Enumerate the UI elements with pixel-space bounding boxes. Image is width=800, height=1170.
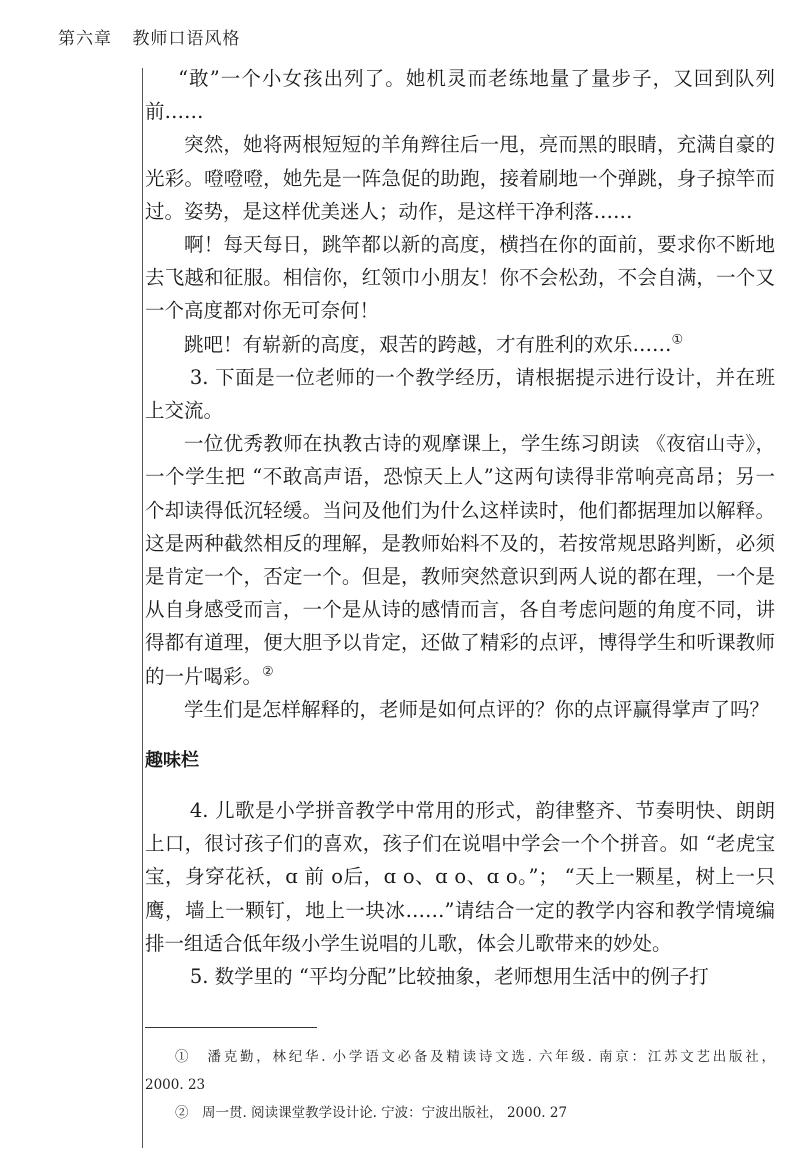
section-heading: 趣味栏 [145,750,199,772]
paragraph-4-text: 跳吧！有崭新的高度，艰苦的跨越，才有胜利的欢乐…… [184,332,672,356]
paragraph-2: 突然，她将两根短短的羊角辫往后一甩，亮而黑的眼睛，充满自豪的光彩。噔噔噔，她先是一阵急促的助跑，接着刷地一个弹跳，身子掠竿而过。姿势，是这样优美迷人；动作，是这样干净利落…… [145,133,775,223]
chapter-number: 第六章 [58,29,112,49]
paragraph-4 [145,328,775,361]
exercise-3-prompt: 3. 下面是一位老师的一个教学经历，请根据提示进行设计，并在班上交流。 [145,365,775,423]
left-margin-rule [142,68,143,1148]
footnote-1-line-2: 2000. 23 [145,1077,206,1093]
footnote-1-line-1: ① 潘克勤，林纪华. 小学语文必备及精读诗文选. 六年级. 南京：江苏文艺出版社， [175,1049,775,1065]
footnote-ref-2[interactable]: ② [262,664,274,680]
exercise-4-prompt: 4. 儿歌是小学拼音教学中常用的形式，韵律整齐、节奏明快、朗朗上口，很讨孩子们的喜欢，孩子们在说唱中学会一个个拼音。如 “老虎宝宝，身穿花袄，ɑ 前 o后，ɑ o、ɑ o、ɑ o。”； “天上一颗星，树上一只鹰，墙上一颗钉，地上一块冰……”请结合一定的教学内容和教学情境编排一组适合低年级小学生说唱的儿歌，体会儿歌带来的妙处。 [145,799,775,955]
exercise-5-prompt: 5. 数学里的 “平均分配”比较抽象，老师想用生活中的例子打 [189,965,709,989]
main-text [145,62,775,993]
paragraph-1: “敢”一个小女孩出列了。她机灵而老练地量了量步子，又回到队列前…… [145,67,775,124]
paragraph-3: 啊！每天每日，跳竿都以新的高度，横挡在你的面前，要求你不断地去飞越和征服。相信你，红领巾小朋友！你不会松劲，不会自满，一个又一个高度都对你无可奈何！ [145,233,775,323]
paragraph-6-text: 一位优秀教师在执教古诗的观摩课上，学生练习朗读 《夜宿山寺》，一个学生把 “不敢高声语，恐惊天上人”这两句读得非常响亮高昂；另一个却读得低沉轻缓。当问及他们为什么这样读时，他们都据理加以解释。这是两种截然相反的理解，是教师始料不及的，若按常规思路判断，必须是肯定一个，否定一个。但是，教师突然意识到两人说的都在理，一个是从自身感受而言，一个是从诗的感情而言，各自考虑问题的角度不同，讲得都有道理，便大胆予以肯定，还做了精彩的点评，博得学生和听课教师的一片喝彩。 [145,432,775,688]
footnote-rule [145,1027,317,1028]
running-header [58,24,240,49]
footnote-2: ② 周一贯. 阅读课堂教学设计论. 宁波：宁波出版社， 2000. 27 [175,1105,568,1121]
footnotes [145,1043,775,1127]
paragraph-7: 学生们是怎样解释的，老师是如何点评的？你的点评赢得掌声了吗？ [184,697,770,721]
paragraph-6 [145,427,775,693]
chapter-title: 教师口语风格 [132,29,241,49]
footnote-ref-1[interactable]: ① [671,332,684,348]
